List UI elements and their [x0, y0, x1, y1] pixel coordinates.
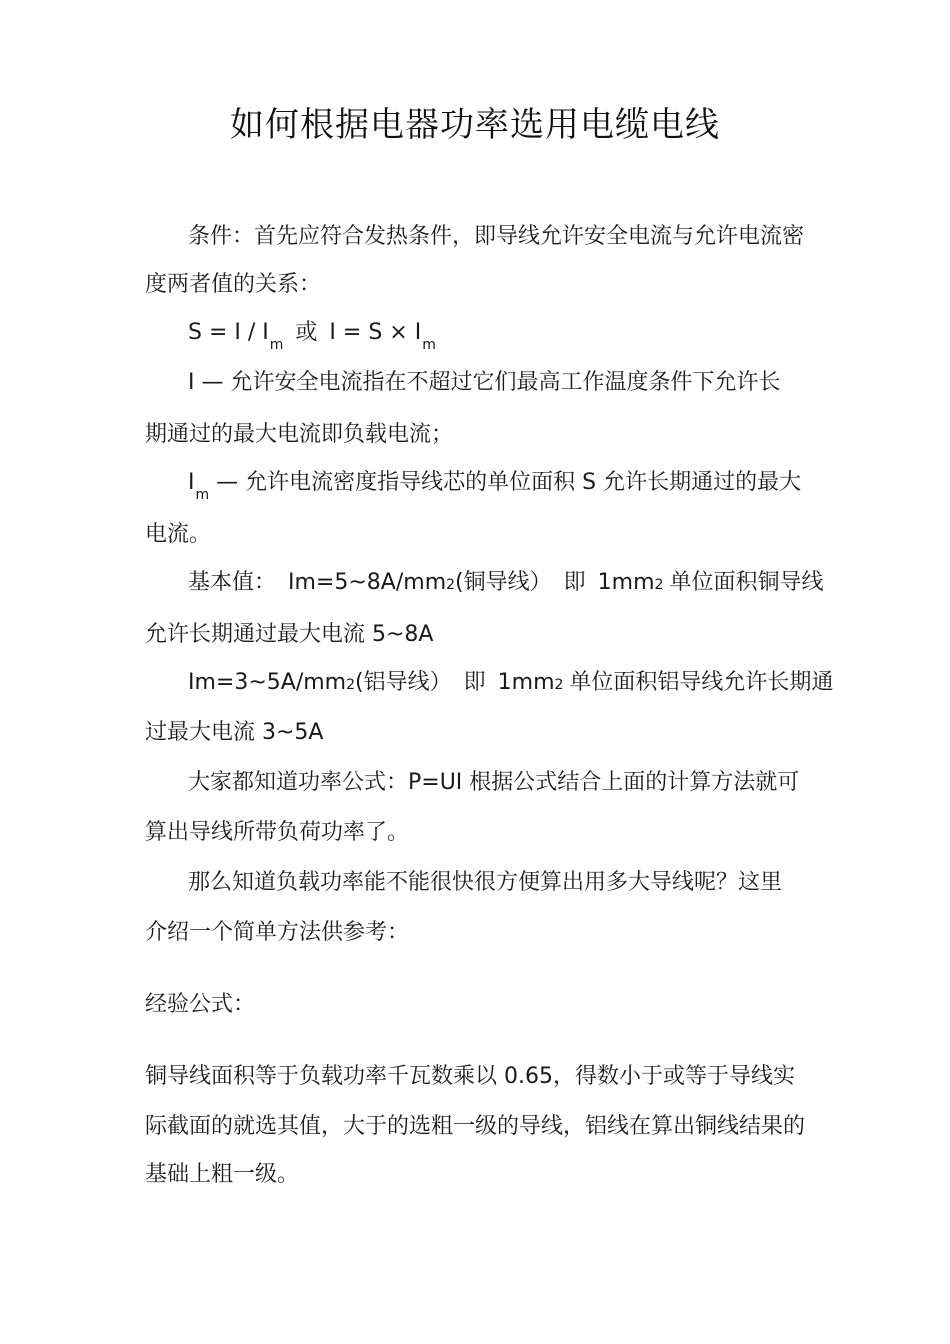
- basic-copper-line-1: [188, 568, 823, 600]
- quick-method-line-1: 那么知道负载功率能不能很快很方便算出用多大导线呢？这里: [188, 870, 783, 895]
- definition-i-line-2: 期通过的最大电流即负载电流；: [145, 422, 454, 447]
- copper-unit-exponent: 2: [654, 577, 664, 593]
- copper-density-exponent: 2: [446, 577, 456, 593]
- copper-unit: 1mm: [597, 570, 655, 595]
- basic-label: 基本值：: [188, 570, 277, 595]
- definition-im-text: — 允许电流密度指导线芯的单位面积 S 允许长期通过的最大: [209, 470, 802, 495]
- copper-density-value: Im=5~8A/mm: [288, 570, 447, 595]
- formula-a: S = I / I: [188, 320, 269, 345]
- basic-copper-line-2: 允许长期通过最大电流 5~8A: [145, 622, 434, 647]
- page-title: 如何根据电器功率选用电缆电线: [230, 105, 720, 145]
- definition-i-line-1: I — 允许安全电流指在不超过它们最高工作温度条件下允许长: [188, 370, 781, 395]
- aluminum-density-value: Im=3~5A/mm: [188, 670, 347, 695]
- formula-or: 或: [295, 320, 318, 345]
- copper-rest: 单位面积铜导线: [669, 570, 824, 595]
- aluminum-ji: 即: [463, 670, 486, 695]
- aluminum-density-exponent: 2: [346, 677, 356, 693]
- formula-b: I = S × I: [329, 320, 422, 345]
- quick-method-line-2: 介绍一个简单方法供参考：: [145, 920, 410, 945]
- copper-ji: 即: [563, 570, 586, 595]
- definition-im-line-1: [188, 468, 802, 503]
- experience-line-2: 际截面的就选其值，大于的选粗一级的导线，铝线在算出铜线结果的: [145, 1114, 806, 1139]
- formula-b-subscript: m: [422, 337, 436, 353]
- basic-aluminum-line-2: 过最大电流 3~5A: [145, 720, 324, 745]
- aluminum-unit: 1mm: [497, 670, 555, 695]
- aluminum-label: (铝导线）: [355, 670, 452, 695]
- condition-line-2: 度两者值的关系：: [145, 272, 322, 297]
- formula-a-subscript: m: [269, 337, 284, 353]
- aluminum-rest: 单位面积铝导线允许长期通: [569, 670, 834, 695]
- experience-heading: 经验公式：: [145, 992, 256, 1017]
- aluminum-unit-exponent: 2: [554, 677, 564, 693]
- experience-line-1: 铜导线面积等于负载功率千瓦数乘以 0.65，得数小于或等于导线实: [145, 1064, 795, 1089]
- formula-line: [188, 318, 436, 353]
- definition-im-line-2: 电流。: [145, 522, 212, 547]
- definition-im-subscript: m: [195, 487, 210, 503]
- power-line-1: 大家都知道功率公式：P=UI 根据公式结合上面的计算方法就可: [188, 770, 800, 795]
- power-line-2: 算出导线所带负荷功率了。: [145, 820, 410, 845]
- copper-label: (铜导线）: [455, 570, 552, 595]
- definition-im-symbol: I: [188, 470, 195, 495]
- basic-aluminum-line-1: [188, 668, 833, 700]
- experience-line-3: 基础上粗一级。: [145, 1162, 300, 1187]
- condition-line-1: 条件：首先应符合发热条件，即导线允许安全电流与允许电流密: [188, 224, 805, 249]
